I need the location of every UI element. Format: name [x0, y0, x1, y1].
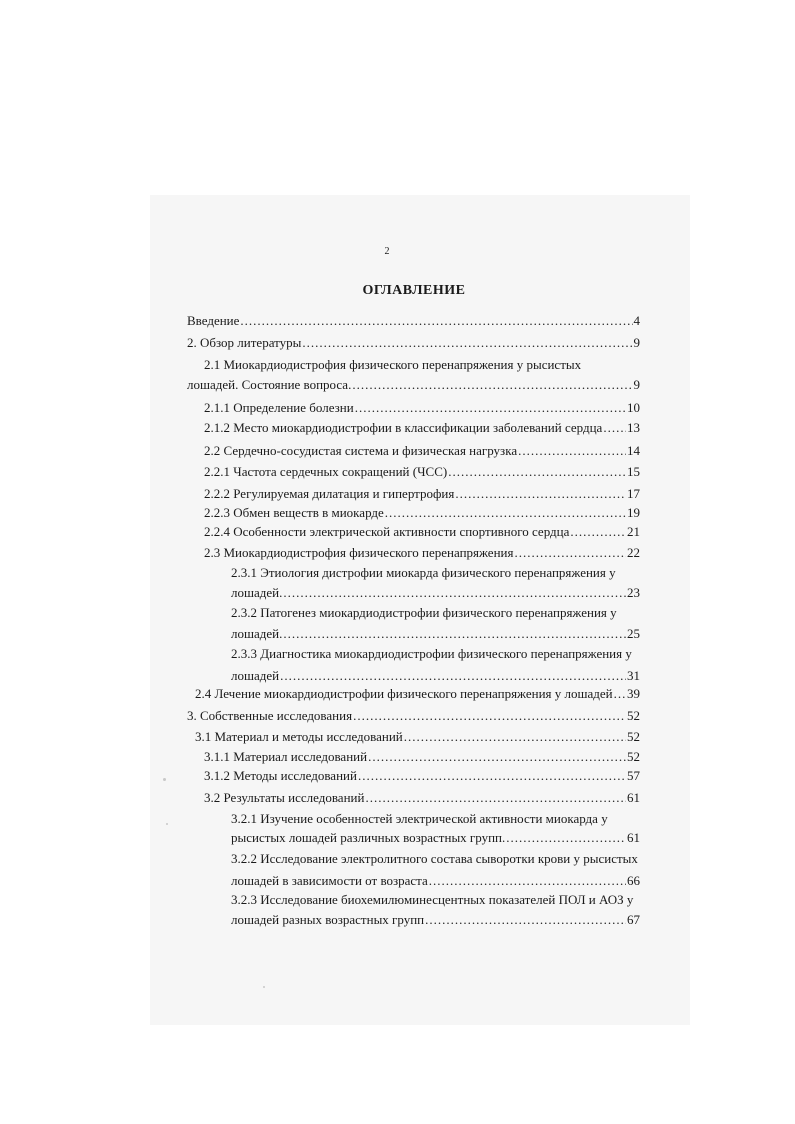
toc-entry-title: 2.2.1 Частота сердечных сокращений (ЧСС) — [204, 464, 448, 479]
toc-entry — [231, 582, 640, 604]
toc-entry-title: 2.1.2 Место миокардиодистрофии в классификации заболеваний сердца — [204, 420, 603, 435]
toc-entry — [204, 440, 640, 462]
toc-leader-dots — [358, 765, 626, 787]
toc-entry-title: лошадей — [231, 668, 280, 683]
toc-leader-dots — [448, 461, 626, 483]
toc-entry-page: 61 — [627, 830, 640, 845]
toc-leader-dots — [302, 332, 632, 354]
toc-entry-page: 39 — [627, 686, 640, 701]
toc-entry-title: лошадей. — [231, 585, 283, 600]
toc-entry-page: 52 — [627, 729, 640, 744]
toc-leader-dots — [404, 726, 626, 748]
toc-entry — [204, 521, 640, 543]
toc-entry-page: 52 — [627, 708, 640, 723]
toc-entry-title: лошадей в зависимости от возраста — [231, 873, 428, 888]
toc-entry-page: 23 — [627, 585, 640, 600]
toc-entry-title: 2.2.2 Регулируемая дилатация и гипертрофия — [204, 486, 455, 501]
toc-leader-dots — [603, 417, 626, 439]
toc-leader-dots — [283, 582, 626, 604]
toc-entry — [195, 726, 640, 748]
toc-entry-title: 3.1 Материал и методы исследований — [195, 729, 403, 744]
toc-entry-page: 61 — [627, 790, 640, 805]
toc-entry-title: 2.2.3 Обмен веществ в миокарде — [204, 505, 384, 520]
toc-entry-title: 3.2 Результаты исследований — [204, 790, 365, 805]
toc-entry-page: 22 — [627, 545, 640, 560]
toc-entry — [187, 374, 640, 396]
toc-leader-dots — [353, 705, 626, 727]
toc-entry-title: 2.3.2 Патогенез миокардиодистрофии физического перенапряжения у — [231, 605, 617, 620]
toc-entry — [231, 623, 640, 645]
toc-entry-title: 3.2.3 Исследование биохемилюминесцентных показателей ПОЛ и АОЗ у — [231, 892, 634, 907]
toc-entry-title: 2.3.1 Этиология дистрофии миокарда физического перенапряжения у — [231, 565, 616, 580]
toc-entry-page: 57 — [627, 768, 640, 783]
toc-entry-title: 3.1.1 Материал исследований — [204, 749, 368, 764]
toc-entry-page: 66 — [627, 873, 640, 888]
toc-entry-title: лошадей. Состояние вопроса. — [187, 377, 352, 392]
toc-entry-page: 67 — [627, 912, 640, 927]
toc-leader-dots — [518, 440, 626, 462]
toc-entry-page: 9 — [633, 377, 640, 392]
toc-entry-title: 2.2 Сердечно-сосудистая система и физическая нагрузка — [204, 443, 518, 458]
toc-entry-title: 2.1 Миокардиодистрофия физического перенапряжения у рысистых — [204, 357, 582, 372]
toc-entry — [204, 542, 640, 564]
toc-entry-title: 3.1.2 Методы исследований — [204, 768, 357, 783]
toc-entry-title: 2.3.3 Диагностика миокардиодистрофии физического перенапряжения у — [231, 646, 632, 661]
toc-entry-page: 9 — [633, 335, 640, 350]
toc-leader-dots — [352, 374, 632, 396]
toc-entry — [231, 562, 616, 584]
toc-entry-page: 17 — [627, 486, 640, 501]
toc-entry — [204, 461, 640, 483]
toc-entry — [231, 643, 632, 665]
toc-entry — [195, 683, 640, 705]
toc-leader-dots — [355, 397, 626, 419]
toc-entry-title: 3. Собственные исследования — [187, 708, 353, 723]
toc-entry-page: 13 — [627, 420, 640, 435]
toc-leader-dots — [283, 623, 626, 645]
toc-entry-page: 25 — [627, 626, 640, 641]
toc-entry — [187, 332, 640, 354]
toc-entry — [231, 848, 638, 870]
toc-entry — [204, 765, 640, 787]
toc-entry-title: 2.4 Лечение миокардиодистрофии физического перенапряжения у лошадей — [195, 686, 613, 701]
toc-title: ОГЛАВЛЕНИЕ — [362, 283, 466, 298]
toc-leader-dots — [614, 683, 626, 705]
toc-entry-title: лошадей разных возрастных групп — [231, 912, 425, 927]
toc-entry-page: 52 — [627, 749, 640, 764]
toc-entry-title: лошадей. — [231, 626, 283, 641]
toc-leader-dots — [425, 909, 626, 931]
toc-leader-dots — [506, 827, 626, 849]
toc-entry-page: 4 — [633, 313, 640, 328]
toc-entry-page: 19 — [627, 505, 640, 520]
toc-entry — [204, 354, 581, 376]
toc-entry-title: Введение — [187, 313, 240, 328]
toc-leader-dots — [514, 542, 626, 564]
toc-entry — [231, 909, 640, 931]
toc-entry-page: 10 — [627, 400, 640, 415]
toc-leader-dots — [240, 310, 632, 332]
toc-entry — [204, 397, 640, 419]
page-number: 2 — [384, 246, 390, 257]
toc-entry-title: 2.3 Миокардиодистрофия физического перенапряжения — [204, 545, 514, 560]
toc-entry-page: 14 — [627, 443, 640, 458]
toc-entry — [204, 417, 640, 439]
toc-entry — [187, 310, 640, 332]
toc-entry-title: 2.1.1 Определение болезни — [204, 400, 354, 415]
toc-entry — [231, 827, 640, 849]
toc-entry-title: рысистых лошадей различных возрастных групп. — [231, 830, 506, 845]
toc-entry — [231, 602, 617, 624]
toc-entry-page: 15 — [627, 464, 640, 479]
toc-entry — [231, 889, 633, 911]
toc-entry-title: 2.2.4 Особенности электрической активности спортивного сердца — [204, 524, 570, 539]
toc-entry-page: 31 — [627, 668, 640, 683]
toc-leader-dots — [570, 521, 626, 543]
toc-entry-title: 3.2.1 Изучение особенностей электрической активности миокарда у — [231, 811, 608, 826]
toc-leader-dots — [365, 787, 626, 809]
toc-entry — [204, 787, 640, 809]
toc-entry — [187, 705, 640, 727]
toc-entry-title: 2. Обзор литературы — [187, 335, 302, 350]
toc-entry-page: 21 — [627, 524, 640, 539]
toc-entry-title: 3.2.2 Исследование электролитного состава сыворотки крови у рысистых — [231, 851, 638, 866]
